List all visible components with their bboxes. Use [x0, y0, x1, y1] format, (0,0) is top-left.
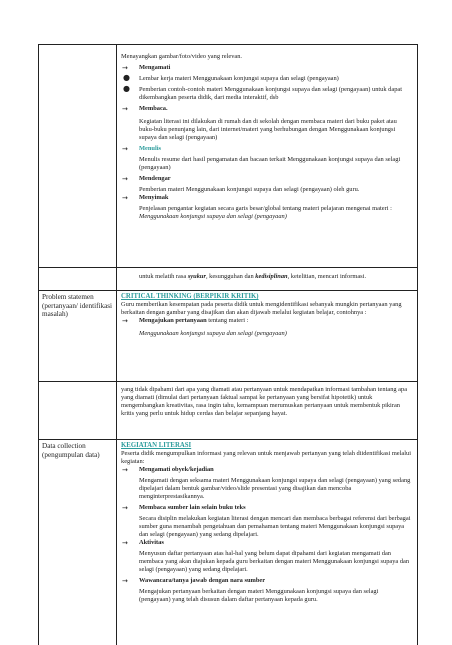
- row5-intro: Peserta didik mengumpulkan informasi yang relevan untuk menjawab pertanyan yang telah diidentifikasi melalui kegiatan:: [121, 450, 411, 465]
- row3-content: [121, 293, 411, 338]
- row1-line: Menggunakaan konjungsi supaya dan selagi (pengayaan): [139, 213, 287, 220]
- row5-section-title: → Aktivitas: [122, 539, 164, 547]
- row4-paragraph: yang tidak dipahami dari apa yang diamati atau pertanyaan untuk mendapatkan informasi tambahan tentang apa yang diamati (dimulai dari pertanyaan faktual sampai ke pertanyaan yang bersifat hipotetik) untuk mengembangkan kreativitas, rasa ingin tahu, kemampuan merumuskan pertanyaan untuk membentuk pikiran kritis yang perlu untuk hidup cerdas dan belajar sepanjang hayat.: [121, 386, 408, 417]
- row1-item: → Menulis: [122, 145, 162, 153]
- row3-label: Problem statemen (pertanyaan/ identifikasi masalah): [42, 293, 113, 319]
- row2-text: untuk melatih rasa syukur, kesungguhan dan kedisiplinan, ketelitian, mencari informasi.: [139, 273, 367, 280]
- row5-label: Data collection (pengumpulan data): [42, 442, 100, 459]
- row1-item: → Membaca.: [122, 105, 168, 113]
- row1-line: Kegiatan literasi ini dilakukan di rumah dan di sekolah dengan membaca materi dari buku paket atau buku-buku penunjang lain, dari internet/materi yang berhubungan dengan Menggunakaan konjungsi supaya dan selagi (pengayaan): [139, 118, 397, 141]
- row1-item: → Mendengar: [122, 175, 171, 183]
- bullet-icon: ●: [123, 84, 130, 93]
- arrow-icon: →: [122, 105, 128, 113]
- row5-section-body: Mengamati dengan seksama materi Menggunakaan konjungsi supaya dan selagi (pengayaan) yang sedang dipelajari dalam bentuk gambar/video/slide presentasi yang disajikan dan mencoba menginterprestasikannya.: [139, 477, 411, 500]
- row1-content: [121, 53, 411, 221]
- row3-item: → Mengajukan pertanyaan tentang materi :: [122, 317, 249, 325]
- row3-heading: CRITICAL THINKING (BERPIKIR KRITIK): [121, 293, 259, 300]
- column-divider: [116, 45, 117, 645]
- row1-item: → Menyimak: [122, 194, 169, 202]
- row5-section-body: Menyusun daftar pertanyaan atas hal-hal yang belum dapat dipahami dari kegiatan mengamati dan membaca yang akan diajukan kepada guru berkaitan dengan materi Menggunakaan konjungsi supaya dan selagi (pengayaan) yang sedang dipelajari.: [139, 550, 410, 573]
- arrow-icon: →: [122, 577, 128, 585]
- row5-content: [121, 442, 411, 604]
- row-divider: [39, 381, 417, 382]
- row5-section-body: Secara disiplin melakukan kegiatan literasi dengan mencari dan membaca berbagai referensi dari berbagai sumber guna menambah pengetahuan dan pemahaman tentang materi Menggunakaan konjungsi supaya dan selagi (pengayaan) yang sedang dipelajari.: [139, 515, 411, 538]
- row-divider: [39, 267, 417, 268]
- row1-line: Menulis resume dari hasil pengamatan dan bacaan terkait Menggunakaan konjungsi supaya dan selagi (pengayaan): [139, 156, 401, 171]
- row5-section-title: → Wawancara/tanya jawab dengan nara sumber: [122, 577, 266, 585]
- arrow-icon: →: [122, 504, 128, 512]
- row4-content: [121, 386, 411, 418]
- row2-content: [121, 273, 411, 281]
- arrow-icon: →: [122, 539, 128, 547]
- row-divider: [39, 290, 417, 291]
- lesson-table: [38, 44, 418, 645]
- row1-item: → Mengamati: [122, 64, 171, 72]
- row1-item: ● Pemberian contoh-contoh materi Menggunakaan konjungsi supaya dan selagi (pengayaan) untuk dapat dikembangkan peserta didik, dari media interaktif, dsb: [123, 84, 403, 101]
- row3-paragraph: Guru memberikan kesempatan pada peserta didik untuk mengidentifikasi sebanyak mungkin pertanyaan yang berkaitan dengan gambar yang disajikan dan akan dijawab melalui kegiatan belajar, contohnya :: [121, 301, 402, 316]
- arrow-icon: →: [122, 194, 128, 202]
- bullet-icon: ●: [123, 73, 130, 82]
- arrow-icon: →: [122, 175, 128, 183]
- row1-item: ● Lembar kerja materi Menggunakaan konjungsi supaya dan selagi (pengayaan): [123, 73, 339, 82]
- arrow-icon: →: [122, 317, 128, 325]
- row-divider: [39, 439, 417, 440]
- arrow-icon: →: [122, 466, 128, 474]
- arrow-icon: →: [122, 64, 128, 72]
- row5-heading: KEGIATAN LITERASI: [121, 442, 192, 449]
- arrow-icon: →: [122, 145, 128, 153]
- row5-section-title: → Membaca sumber lain selain buku teks: [122, 504, 246, 512]
- row5-section-title: → Mengamati obyek/kejadian: [122, 466, 214, 474]
- row1-line: Menayangkan gambar/foto/video yang relevan.: [121, 53, 243, 60]
- row3-italic: Menggunakaan konjungsi supaya dan selagi (pengayaan): [139, 330, 287, 337]
- row5-section-body: Mengajukan pertanyaan berkaitan dengan materi Menggunakaan konjungsi supaya dan selagi (pengayaan) yang telah disusun dalam daftar pertanyaan kepada guru.: [139, 588, 379, 603]
- row1-line: Pemberian materi Menggunakaan konjungsi supaya dan selagi (pengayaan) oleh guru.: [139, 186, 360, 193]
- row1-line: Penjelasan pengantar kegiatan secara garis besar/global tentang materi pelajaran mengenai materi :: [139, 205, 392, 212]
